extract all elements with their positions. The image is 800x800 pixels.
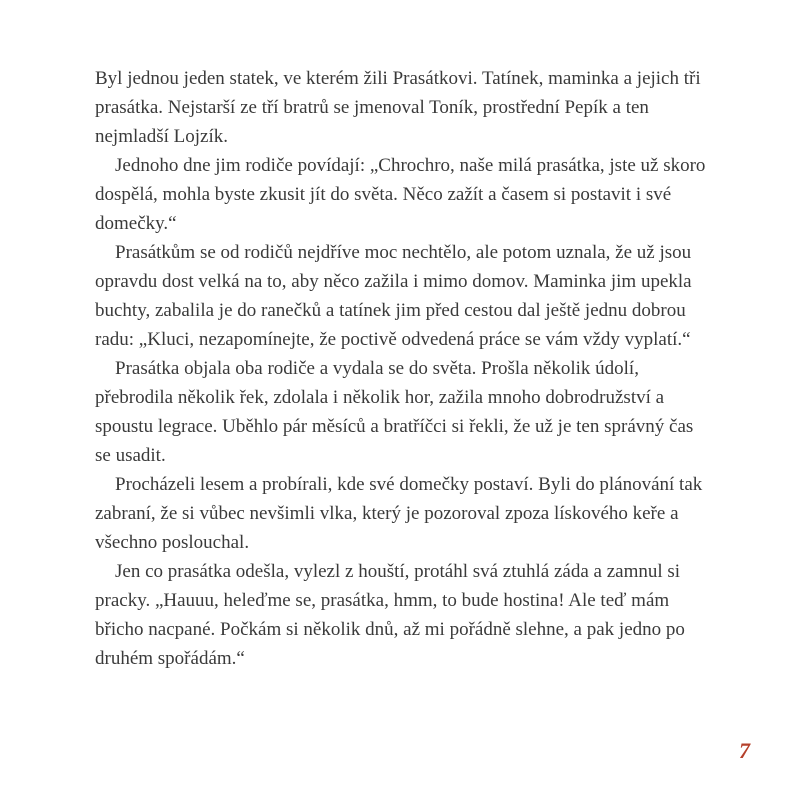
story-paragraph: Jednoho dne jim rodiče povídají: „Chrochro, naše milá prasátka, jste už skoro dospělá, mohla byste zkusit jít do světa. Něco zažít a časem si postavit i své domečky.“	[95, 155, 706, 234]
story-paragraph: Prasátka objala oba rodiče a vydala se do světa. Prošla několik údolí, přebrodila několik řek, zdolala i několik hor, zažila mnoho dobrodružství a spoustu legrace. Uběhlo pár měsíců a bratříčci si řekli, že už je ten správný čas se usadit.	[95, 358, 694, 466]
story-paragraph: Byl jednou jeden statek, ve kterém žili Prasátkovi. Tatínek, maminka a jejich tři prasátka. Nejstarší ze tří bratrů se jmenoval Toník, prostřední Pepík a ten nejmladší Lojzík.	[95, 68, 701, 147]
story-paragraph: Procházeli lesem a probírali, kde své domečky postaví. Byli do plánování tak zabraní, že si vůbec nevšimli vlka, který je pozoroval zpoza lískového keře a všechno poslouchal.	[95, 474, 703, 553]
story-paragraph: Prasátkům se od rodičů nejdříve moc nechtělo, ale potom uznala, že už jsou opravdu dost velká na to, aby něco zažila i mimo domov. Maminka jim upekla buchty, zabalila je do ranečků a tatínek jim před cestou dal ještě jednu dobrou radu: „Kluci, nezapomínejte, že poctivě odvedená práce se vám vždy vyplatí.“	[95, 242, 692, 350]
page-number: 7	[739, 738, 750, 763]
story-text-block	[95, 64, 709, 673]
story-paragraph: Jen co prasátka odešla, vylezl z houští, protáhl svá ztuhlá záda a zamnul si pracky. „Hauuu, heleďme se, prasátka, hmm, to bude hostina! Ale teď mám břicho nacpané. Počkám si několik dnů, až mi pořádně slehne, a pak jedno po druhém spořádám.“	[95, 561, 685, 669]
